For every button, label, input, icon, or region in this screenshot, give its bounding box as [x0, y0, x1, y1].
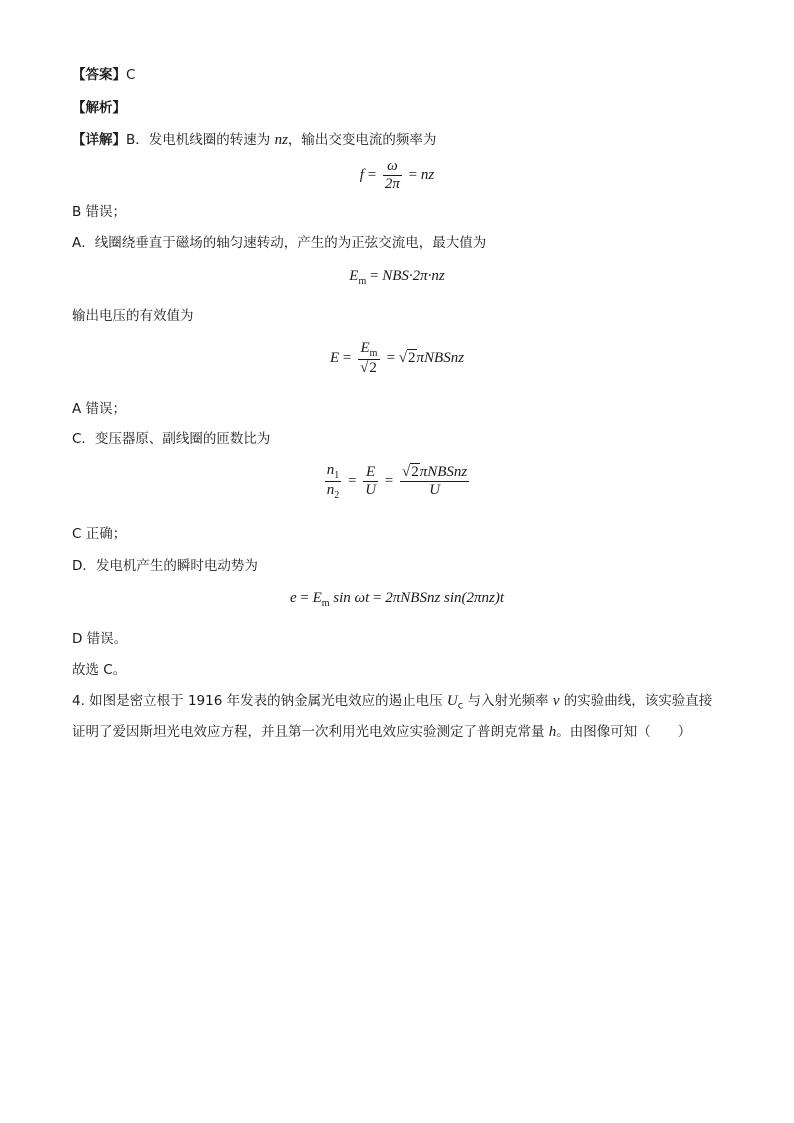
detail-var: nz: [274, 132, 288, 148]
detail-text: B．发电机线圈的转速为: [126, 132, 275, 148]
formula-effective: E = $\frac{E_m}{√2}$ = √2πNBSnz: [329, 340, 465, 376]
formula-max: $E_m = NBS\cdot 2\pi\cdot nz$: [349, 268, 445, 287]
c-right: C 正确；: [72, 526, 127, 542]
detail-label: 【详解】: [72, 132, 126, 148]
a-wrong: A 错误；: [72, 401, 127, 417]
c-text: C．变压器原、副线圈的匝数比为: [72, 431, 271, 447]
nu-symbol: ν: [552, 693, 560, 709]
uc-symbol: U: [446, 693, 458, 709]
d-wrong: D 错误。: [72, 631, 128, 647]
answer-value: C: [126, 67, 136, 83]
b-wrong: B 错误；: [72, 204, 127, 220]
h-symbol: h: [548, 724, 557, 740]
formula-instant: $e = E_m$ sin ωt = 2πNBSnz sin(2πnz)t: [289, 590, 505, 609]
answer-line: [72, 66, 135, 84]
a-text: A．线圈绕垂直于磁场的轴匀速转动，产生的为正弦交流电，最大值为: [72, 235, 487, 251]
choose-line: 故选 C。: [72, 662, 127, 678]
answer-label: 【答案】: [72, 67, 126, 83]
q4-line2: 证明了爱因斯坦光电效应方程，并且第一次利用光电效应实验测定了普朗克常量 h。由图像可知（ ）: [72, 724, 692, 740]
d-text: D．发电机产生的瞬时电动势为: [72, 558, 258, 574]
formula-ratio: $\frac{n_1}{n_2}$ = $\frac{E}{U}$ = $\frac{\text{√2πNBSnz}}{U}$: [326, 462, 468, 501]
formula-frequency: f = $\frac{\omega}{2\pi}$ = nz: [359, 158, 435, 192]
eff-text: 输出电压的有效值为: [72, 308, 194, 324]
analysis-label: 【解析】: [72, 100, 126, 116]
q4-line1: 4. 如图是密立根于 1916 年发表的钠金属光电效应的遏止电压 $U_c$ 与入射光频率 ν 的实验曲线，该实验直接: [72, 693, 713, 712]
detail-text-post: ，输出交变电流的频率为: [287, 132, 437, 148]
detail-line: [72, 131, 436, 149]
